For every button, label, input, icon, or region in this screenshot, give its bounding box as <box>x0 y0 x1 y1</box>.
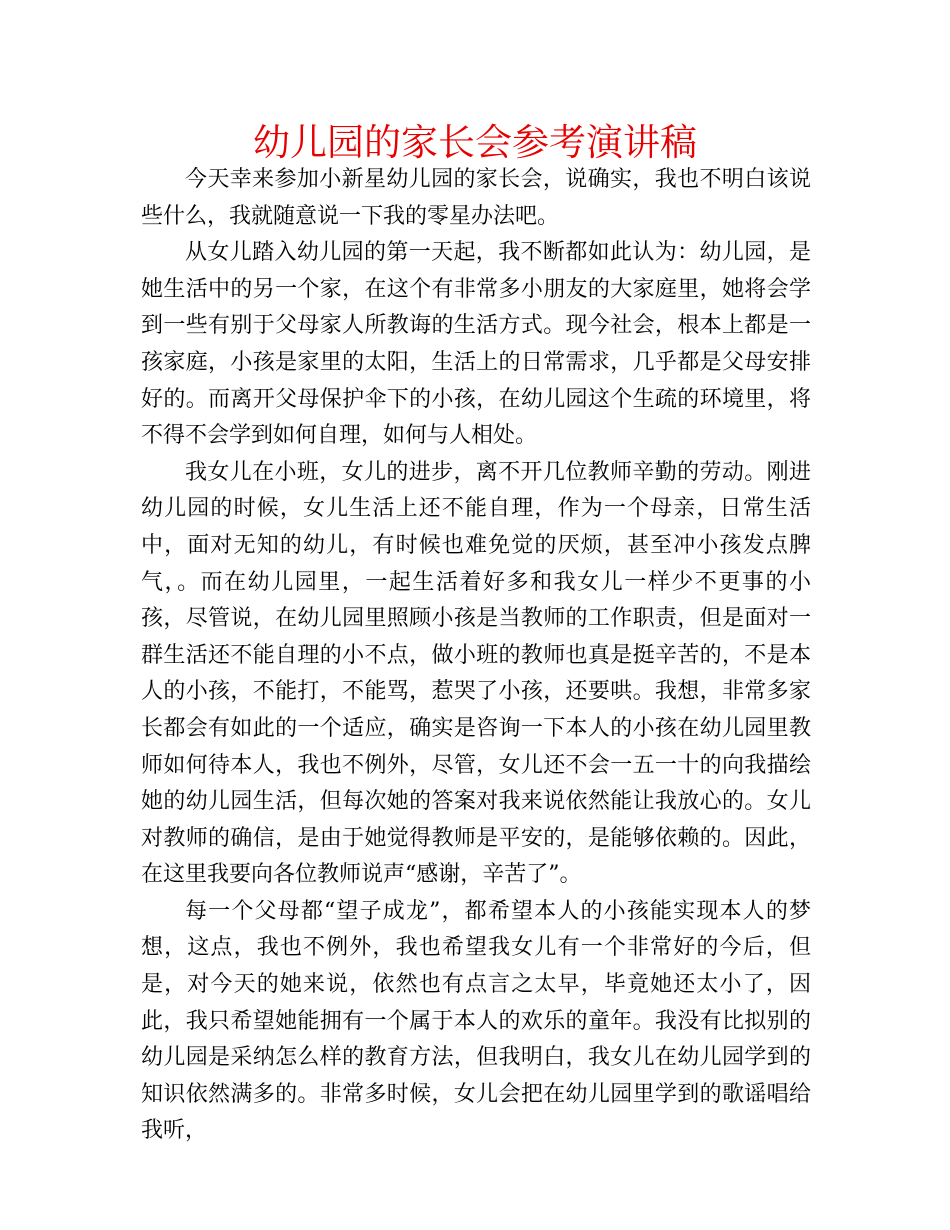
document-body <box>141 162 811 1150</box>
paragraph-3: 我女儿在小班，女儿的进步，离不开几位教师辛勤的劳动。刚进幼儿园的时候，女儿生活上还不能自理，作为一个母亲，日常生活中，面对无知的幼儿，有时候也难免觉的厌烦，甚至冲小孩发点脾气，。而在幼儿园里，一起生活着好多和我女儿一样少不更事的小孩，尽管说，在幼儿园里照顾小孩是当教师的工作职责，但是面对一群生活还不能自理的小不点，做小班的教师也真是挺辛苦的，不是本人的小孩，不能打，不能骂，惹哭了小孩，还要哄。我想，非常多家长都会有如此的一个适应，确实是咨询一下本人的小孩在幼儿园里教师如何待本人，我也不例外，尽管，女儿还不会一五一十的向我描绘她的幼儿园生活，但每次她的答案对我来说依然能让我放心的。女儿对教师的确信，是由于她觉得教师是平安的，是能够依赖的。因此，在这里我要向各位教师说声“感谢，辛苦了”。 <box>141 459 811 888</box>
page-title: 幼儿园的家长会参考演讲稿 <box>253 121 697 164</box>
paragraph-4: 每一个父母都“望子成龙”，都希望本人的小孩能实现本人的梦想，这点，我也不例外，我也希望我女儿有一个非常好的今后，但是，对今天的她来说，依然也有点言之太早，毕竟她还太小了，因此，我只希望她能拥有一个属于本人的欢乐的童年。我没有比拟别的幼儿园是采纳怎么样的教育方法，但我明白，我女儿在幼儿园学到的知识依然满多的。非常多时候，女儿会把在幼儿园里学到的歌谣唱给我听， <box>141 898 811 1144</box>
paragraph-1: 今天幸来参加小新星幼儿园的家长会，说确实，我也不明白该说些什么，我就随意说一下我的零星办法吧。 <box>141 167 811 229</box>
paragraph-2: 从女儿踏入幼儿园的第一天起，我不断都如此认为：幼儿园，是她生活中的另一个家，在这个有非常多小朋友的大家庭里，她将会学到一些有别于父母家人所教诲的生活方式。现今社会，根本上都是一孩家庭，小孩是家里的太阳，生活上的日常需求，几乎都是父母安排好的。而离开父母保护伞下的小孩，在幼儿园这个生疏的环境里，将不得不会学到如何自理，如何与人相处。 <box>141 240 811 449</box>
